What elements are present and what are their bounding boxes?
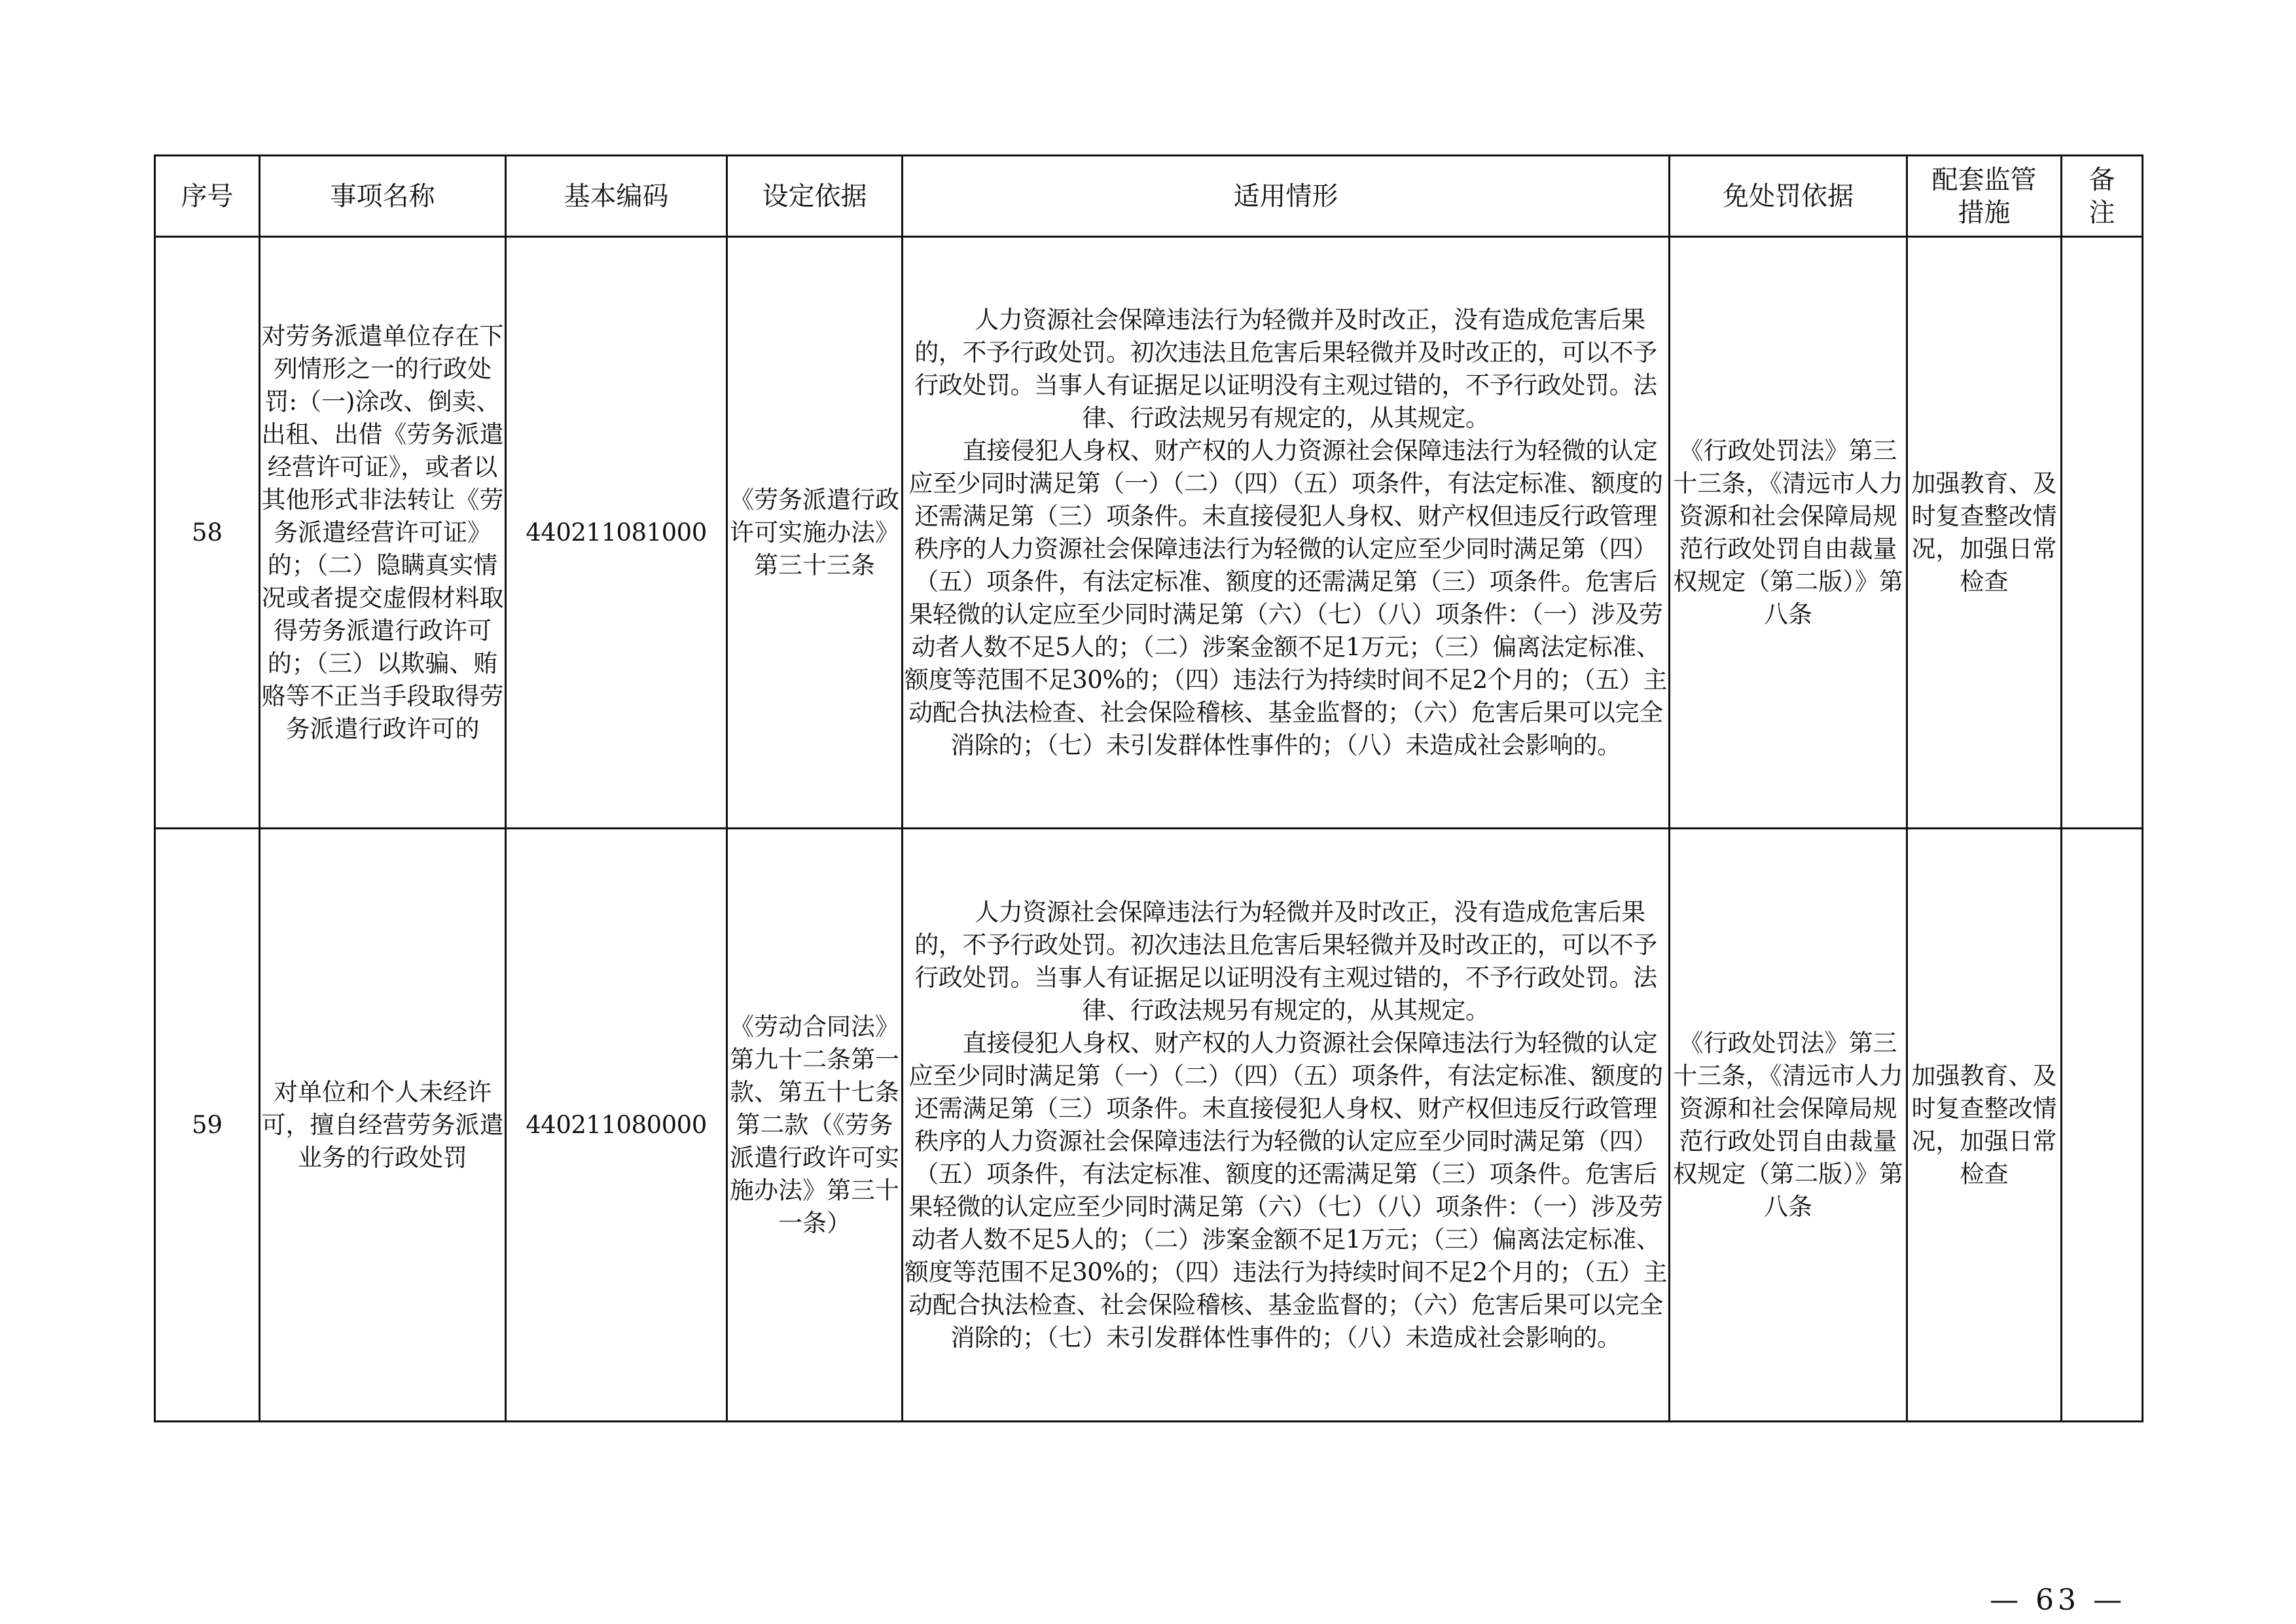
cell-name: 对劳务派遣单位存在下列情形之一的行政处罚:（一)涂改、倒卖、出租、出借《劳务派遣经营许可证》，或者以其他形式非法转让《劳务派遣经营许可证》的；（二）隐瞒真实情况或者提交虚假材料取得劳务派遣行政许可的；（三）以欺骗、贿赂等不正当手段取得劳务派遣行政许可的 <box>260 237 506 829</box>
cell-apply <box>903 237 1670 829</box>
cell-name: 对单位和个人未经许可，擅自经营劳务派遣业务的行政处罚 <box>260 829 506 1422</box>
cell-exempt: 《行政处罚法》第三十三条，《清远市人力资源和社会保障局规范行政处罚自由裁量权规定（第二版）》第八条 <box>1670 829 1907 1422</box>
cell-exempt: 《行政处罚法》第三十三条，《清远市人力资源和社会保障局规范行政处罚自由裁量权规定（第二版）》第八条 <box>1670 237 1907 829</box>
header-code: 基本编码 <box>506 156 727 237</box>
cell-measure: 加强教育、及时复查整改情况，加强日常检查 <box>1907 237 2062 829</box>
cell-basis: 《劳务派遣行政许可实施办法》第三十三条 <box>727 237 903 829</box>
apply-paragraph-1: 人力资源社会保障违法行为轻微并及时改正，没有造成危害后果的，不予行政处罚。初次违法且危害后果轻微并及时改正的，可以不予行政处罚。当事人有证据足以证明没有主观过错的，不予行政处罚。法律、行政法规另有规定的，从其规定。 <box>914 897 1657 1024</box>
apply-paragraph-1: 人力资源社会保障违法行为轻微并及时改正，没有造成危害后果的，不予行政处罚。初次违法且危害后果轻微并及时改正的，可以不予行政处罚。当事人有证据足以证明没有主观过错的，不予行政处罚。法律、行政法规另有规定的，从其规定。 <box>914 305 1657 432</box>
cell-measure: 加强教育、及时复查整改情况，加强日常检查 <box>1907 829 2062 1422</box>
table-header-row <box>155 156 2143 237</box>
cell-basis: 《劳动合同法》第九十二条第一款、第五十七条第二款（《劳务派遣行政许可实施办法》第三十一条） <box>727 829 903 1422</box>
header-apply: 适用情形 <box>903 156 1670 237</box>
cell-seq: 59 <box>155 829 260 1422</box>
apply-paragraph-2: 直接侵犯人身权、财产权的人力资源社会保障违法行为轻微的认定应至少同时满足第（一）（二）（四）（五）项条件，有法定标准、额度的还需满足第（三）项条件。未直接侵犯人身权、财产权但违反行政管理秩序的人力资源社会保障违法行为轻微的认定应至少同时满足第（四）（五）项条件，有法定标准、额度的还需满足第（三）项条件。危害后果轻微的认定应至少同时满足第（六）（七）（八）项条件：（一）涉及劳动者人数不足5人的；（二）涉案金额不足1万元；（三）偏离法定标准、额度等范围不足30%的；（四）违法行为持续时间不足2个月的；（五）主动配合执法检查、社会保险稽核、基金监督的；（六）危害后果可以完全消除的；（七）未引发群体性事件的；（八）未造成社会影响的。 <box>904 436 1668 759</box>
table-row <box>155 237 2143 829</box>
cell-note <box>2062 237 2143 829</box>
apply-paragraph-2: 直接侵犯人身权、财产权的人力资源社会保障违法行为轻微的认定应至少同时满足第（一）（二）（四）（五）项条件，有法定标准、额度的还需满足第（三）项条件。未直接侵犯人身权、财产权但违反行政管理秩序的人力资源社会保障违法行为轻微的认定应至少同时满足第（四）（五）项条件，有法定标准、额度的还需满足第（三）项条件。危害后果轻微的认定应至少同时满足第（六）（七）（八）项条件：（一）涉及劳动者人数不足5人的；（二）涉案金额不足1万元；（三）偏离法定标准、额度等范围不足30%的；（四）违法行为持续时间不足2个月的；（五）主动配合执法检查、社会保险稽核、基金监督的；（六）危害后果可以完全消除的；（七）未引发群体性事件的；（八）未造成社会影响的。 <box>904 1028 1668 1352</box>
cell-apply <box>903 829 1670 1422</box>
table-row <box>155 829 2143 1422</box>
cell-seq: 58 <box>155 237 260 829</box>
header-basis: 设定依据 <box>727 156 903 237</box>
cell-code: 440211080000 <box>506 829 727 1422</box>
header-measure: 配套监管措施 <box>1907 156 2062 237</box>
cell-note <box>2062 829 2143 1422</box>
penalty-exemption-table <box>154 154 2144 1422</box>
header-seq: 序号 <box>155 156 260 237</box>
header-exempt: 免处罚依据 <box>1670 156 1907 237</box>
cell-code: 440211081000 <box>506 237 727 829</box>
header-name: 事项名称 <box>260 156 506 237</box>
header-note: 备注 <box>2062 156 2143 237</box>
page-number: — 63 — <box>1990 1583 2126 1617</box>
